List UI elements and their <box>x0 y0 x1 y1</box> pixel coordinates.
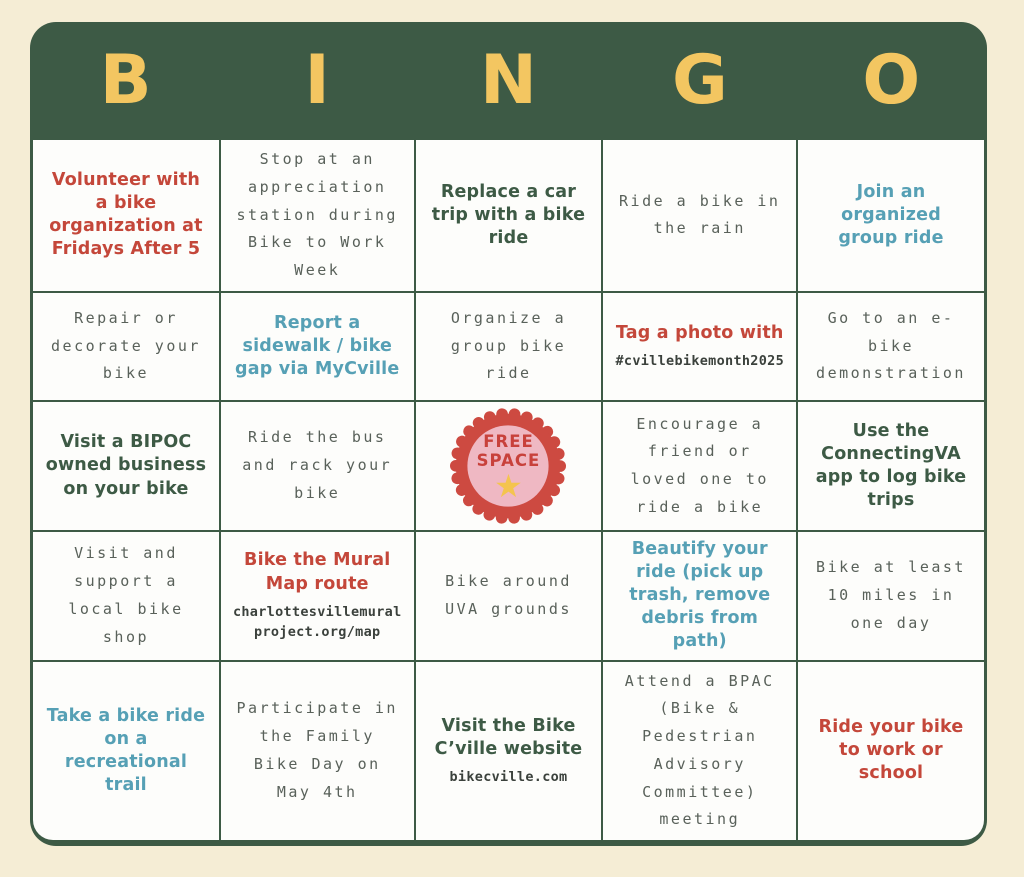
cell-url: charlottesvillemural project.org/map <box>232 603 402 640</box>
cell-text: Use the ConnectingVA app to log bike trips <box>815 420 967 511</box>
cell-url: bikecville.com <box>449 768 568 785</box>
cell-text: Ride your bike to work or school <box>818 717 964 784</box>
cell-ride-bus-rack-bike[interactable] <box>221 402 414 530</box>
cell-text: Take a bike ride on a recreational trail <box>46 705 206 795</box>
cell-text: Volunteer with a bike organization at Fridays After 5 <box>49 170 203 260</box>
cell-report-sidewalk-gap[interactable] <box>221 293 414 400</box>
cell-text: Bike at least 10 miles in one day <box>816 558 966 632</box>
cell-ride-to-work-school[interactable] <box>798 662 984 841</box>
cell-text: Beautify your ride (pick up trash, remove debris from path) <box>629 539 771 652</box>
cell-family-bike-day[interactable] <box>221 662 414 841</box>
cell-organize-group-ride[interactable] <box>416 293 602 400</box>
cell-encourage-friend[interactable] <box>603 402 796 530</box>
cell-text: Report a sidewalk / bike gap via MyCville <box>235 312 400 379</box>
cell-text: Organize a group bike ride <box>450 308 567 383</box>
cell-ride-in-rain[interactable] <box>603 140 796 291</box>
cell-support-local-bike-shop[interactable] <box>33 532 219 659</box>
cell-text: Encourage a friend or loved one to ride a bike <box>630 414 769 516</box>
cell-text: Join an organized group ride <box>838 181 944 248</box>
cell-bike-10-miles[interactable] <box>798 532 984 659</box>
cell-visit-bikecville-website[interactable] <box>416 662 602 841</box>
cell-text: Visit a BIPOC owned business on your bike <box>45 432 207 499</box>
free-space-line2: SPACE <box>476 451 541 471</box>
cell-recreational-trail[interactable] <box>33 662 219 841</box>
star-icon: ★ <box>494 466 523 505</box>
cell-text: Replace a car trip with a bike ride <box>431 181 586 248</box>
header-letter-n: N <box>480 41 537 120</box>
header-letter-o: O <box>862 41 921 120</box>
header-letter-g: G <box>671 41 728 120</box>
free-space-line1: FREE <box>483 431 534 451</box>
cell-text: Bike the Mural Map route <box>244 550 391 594</box>
cell-replace-car-trip[interactable] <box>416 140 602 291</box>
cell-text: Tag a photo with <box>615 322 784 343</box>
cell-text: Stop at an appreciation station during Bike to Work Week <box>236 150 398 279</box>
cell-connectingva-app[interactable] <box>798 402 984 530</box>
cell-volunteer-bike-org[interactable] <box>33 140 219 291</box>
cell-tag-photo-hashtag[interactable] <box>603 293 796 400</box>
cell-free-space[interactable] <box>416 402 602 530</box>
cell-text: Go to an e-bike demonstration <box>816 308 966 383</box>
cell-beautify-ride[interactable] <box>603 532 796 659</box>
cell-text: Participate in the Family Bike Day on May 4th <box>236 699 398 801</box>
cell-visit-bipoc-business[interactable] <box>33 402 219 530</box>
cell-appreciation-station[interactable] <box>221 140 414 291</box>
cell-text: Ride the bus and rack your bike <box>242 428 393 502</box>
header-letter-i: I <box>304 41 330 120</box>
header-letter-b: B <box>99 41 152 120</box>
cell-text: Repair or decorate your bike <box>51 308 201 383</box>
cell-text: Visit the Bike C’ville website <box>434 715 583 759</box>
cell-bike-uva-grounds[interactable] <box>416 532 602 659</box>
cell-hashtag: #cvillebikemonth2025 <box>615 352 785 369</box>
cell-bike-mural-map[interactable] <box>221 532 414 659</box>
cell-text: Ride a bike in the rain <box>619 191 781 238</box>
cell-text: Visit and support a local bike shop <box>68 544 184 646</box>
cell-repair-decorate-bike[interactable] <box>33 293 219 400</box>
cell-ebike-demonstration[interactable] <box>798 293 984 400</box>
cell-attend-bpac-meeting[interactable] <box>603 662 796 841</box>
cell-join-group-ride[interactable] <box>798 140 984 291</box>
bingo-grid <box>30 140 987 843</box>
free-space-badge <box>450 408 566 524</box>
bingo-card <box>30 22 987 846</box>
bingo-header <box>30 22 987 140</box>
cell-text: Bike around UVA grounds <box>445 572 572 618</box>
cell-text: Attend a BPAC (Bike & Pedestrian Advisory Committee) meeting <box>624 671 775 829</box>
